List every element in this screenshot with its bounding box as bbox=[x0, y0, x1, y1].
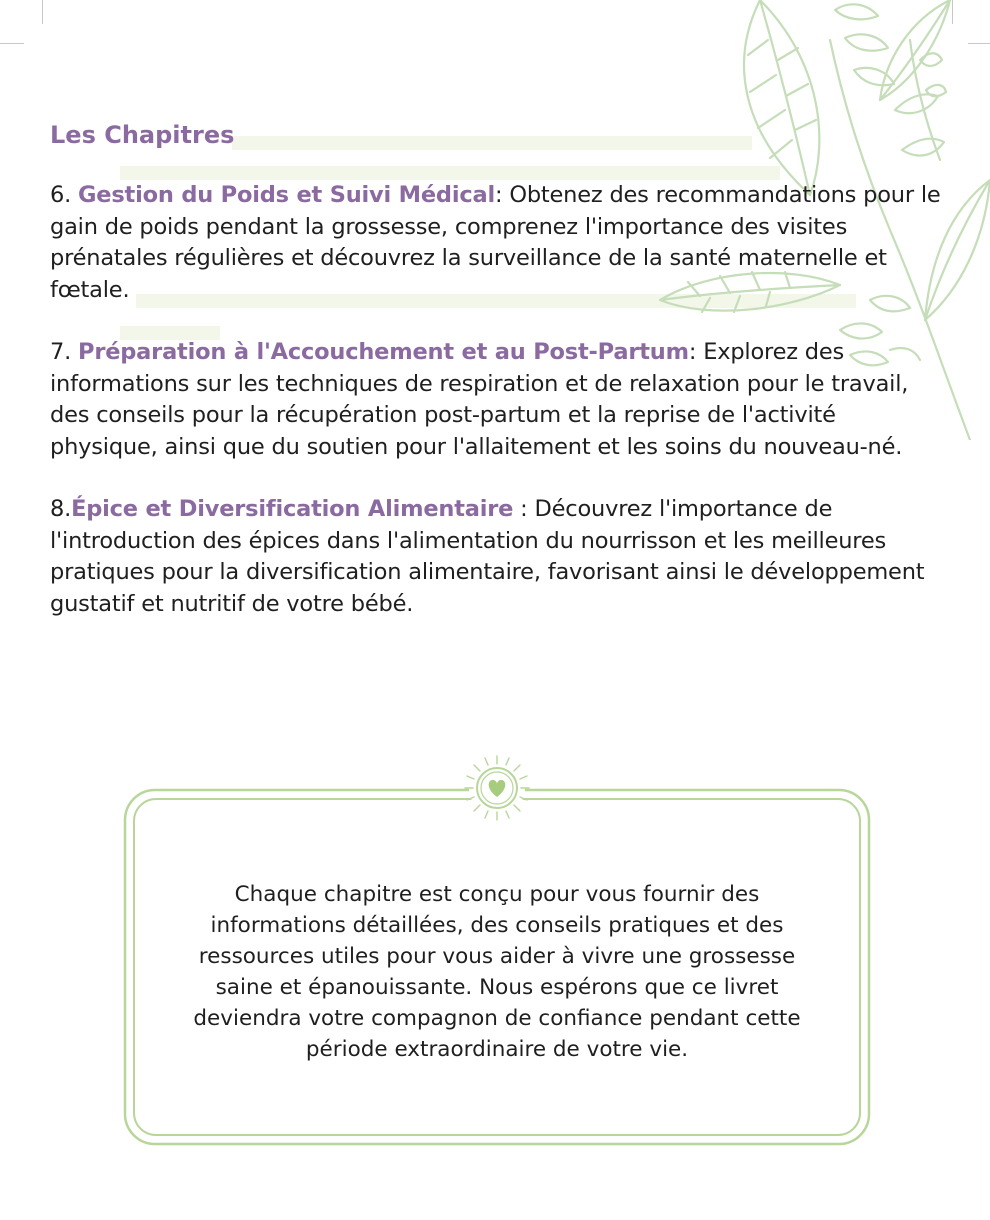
chapter-number: 7. bbox=[50, 339, 79, 365]
chapters-content bbox=[50, 118, 950, 651]
chapter-8 bbox=[50, 494, 950, 620]
chapter-number: 8. bbox=[50, 496, 72, 522]
chapter-description: Explorez des informations sur les techniques de respiration et de relaxation pour le travail, des conseils pour la récupération post-partum et la reprise de l'activité physique, ainsi que du soutien pour l'allaitement et les soins du nouveau-né. bbox=[50, 339, 909, 460]
heart-icon bbox=[461, 752, 533, 824]
chapter-separator: : bbox=[494, 182, 510, 208]
section-title: Les Chapitres bbox=[50, 121, 235, 149]
crop-mark-top-right-vertical bbox=[952, 0, 953, 24]
chapter-separator: : bbox=[513, 496, 535, 522]
chapter-description: Découvrez l'importance de l'introduction des épices dans l'alimentation du nourrisson et les meilleures pratiques pour la diversification alimentaire, favorisant ainsi le développement gustatif et nutritif de votre bébé. bbox=[50, 496, 925, 617]
chapter-title: Épice et Diversification Alimentaire bbox=[71, 496, 514, 522]
chapter-title: Gestion du Poids et Suivi Médical bbox=[78, 182, 495, 208]
chapter-number: 6. bbox=[50, 182, 79, 208]
closing-note: Chaque chapitre est conçu pour vous fournir des informations détaillées, des conseils pratiques et des ressources utiles pour vous aider à vivre une grossesse saine et épanouissante. Nous espérons que ce livret deviendra votre compagnon de confiance pendant cette période extraordinaire de votre vie. bbox=[193, 881, 801, 1062]
chapter-7 bbox=[50, 337, 950, 463]
chapter-separator: : bbox=[688, 339, 704, 365]
chapter-description: Obtenez des recommandations pour le gain de poids pendant la grossesse, comprenez l'importance des visites prénatales régulières et découvrez la surveillance de la santé maternelle et fœtale. bbox=[50, 182, 941, 303]
crop-mark-top-right-horizontal bbox=[968, 43, 990, 44]
crop-mark-top-left-vertical bbox=[42, 0, 43, 24]
chapter-title: Préparation à l'Accouchement et au Post-Partum bbox=[78, 339, 689, 365]
crop-mark-top-left-horizontal bbox=[0, 43, 24, 44]
chapter-6 bbox=[50, 180, 950, 306]
